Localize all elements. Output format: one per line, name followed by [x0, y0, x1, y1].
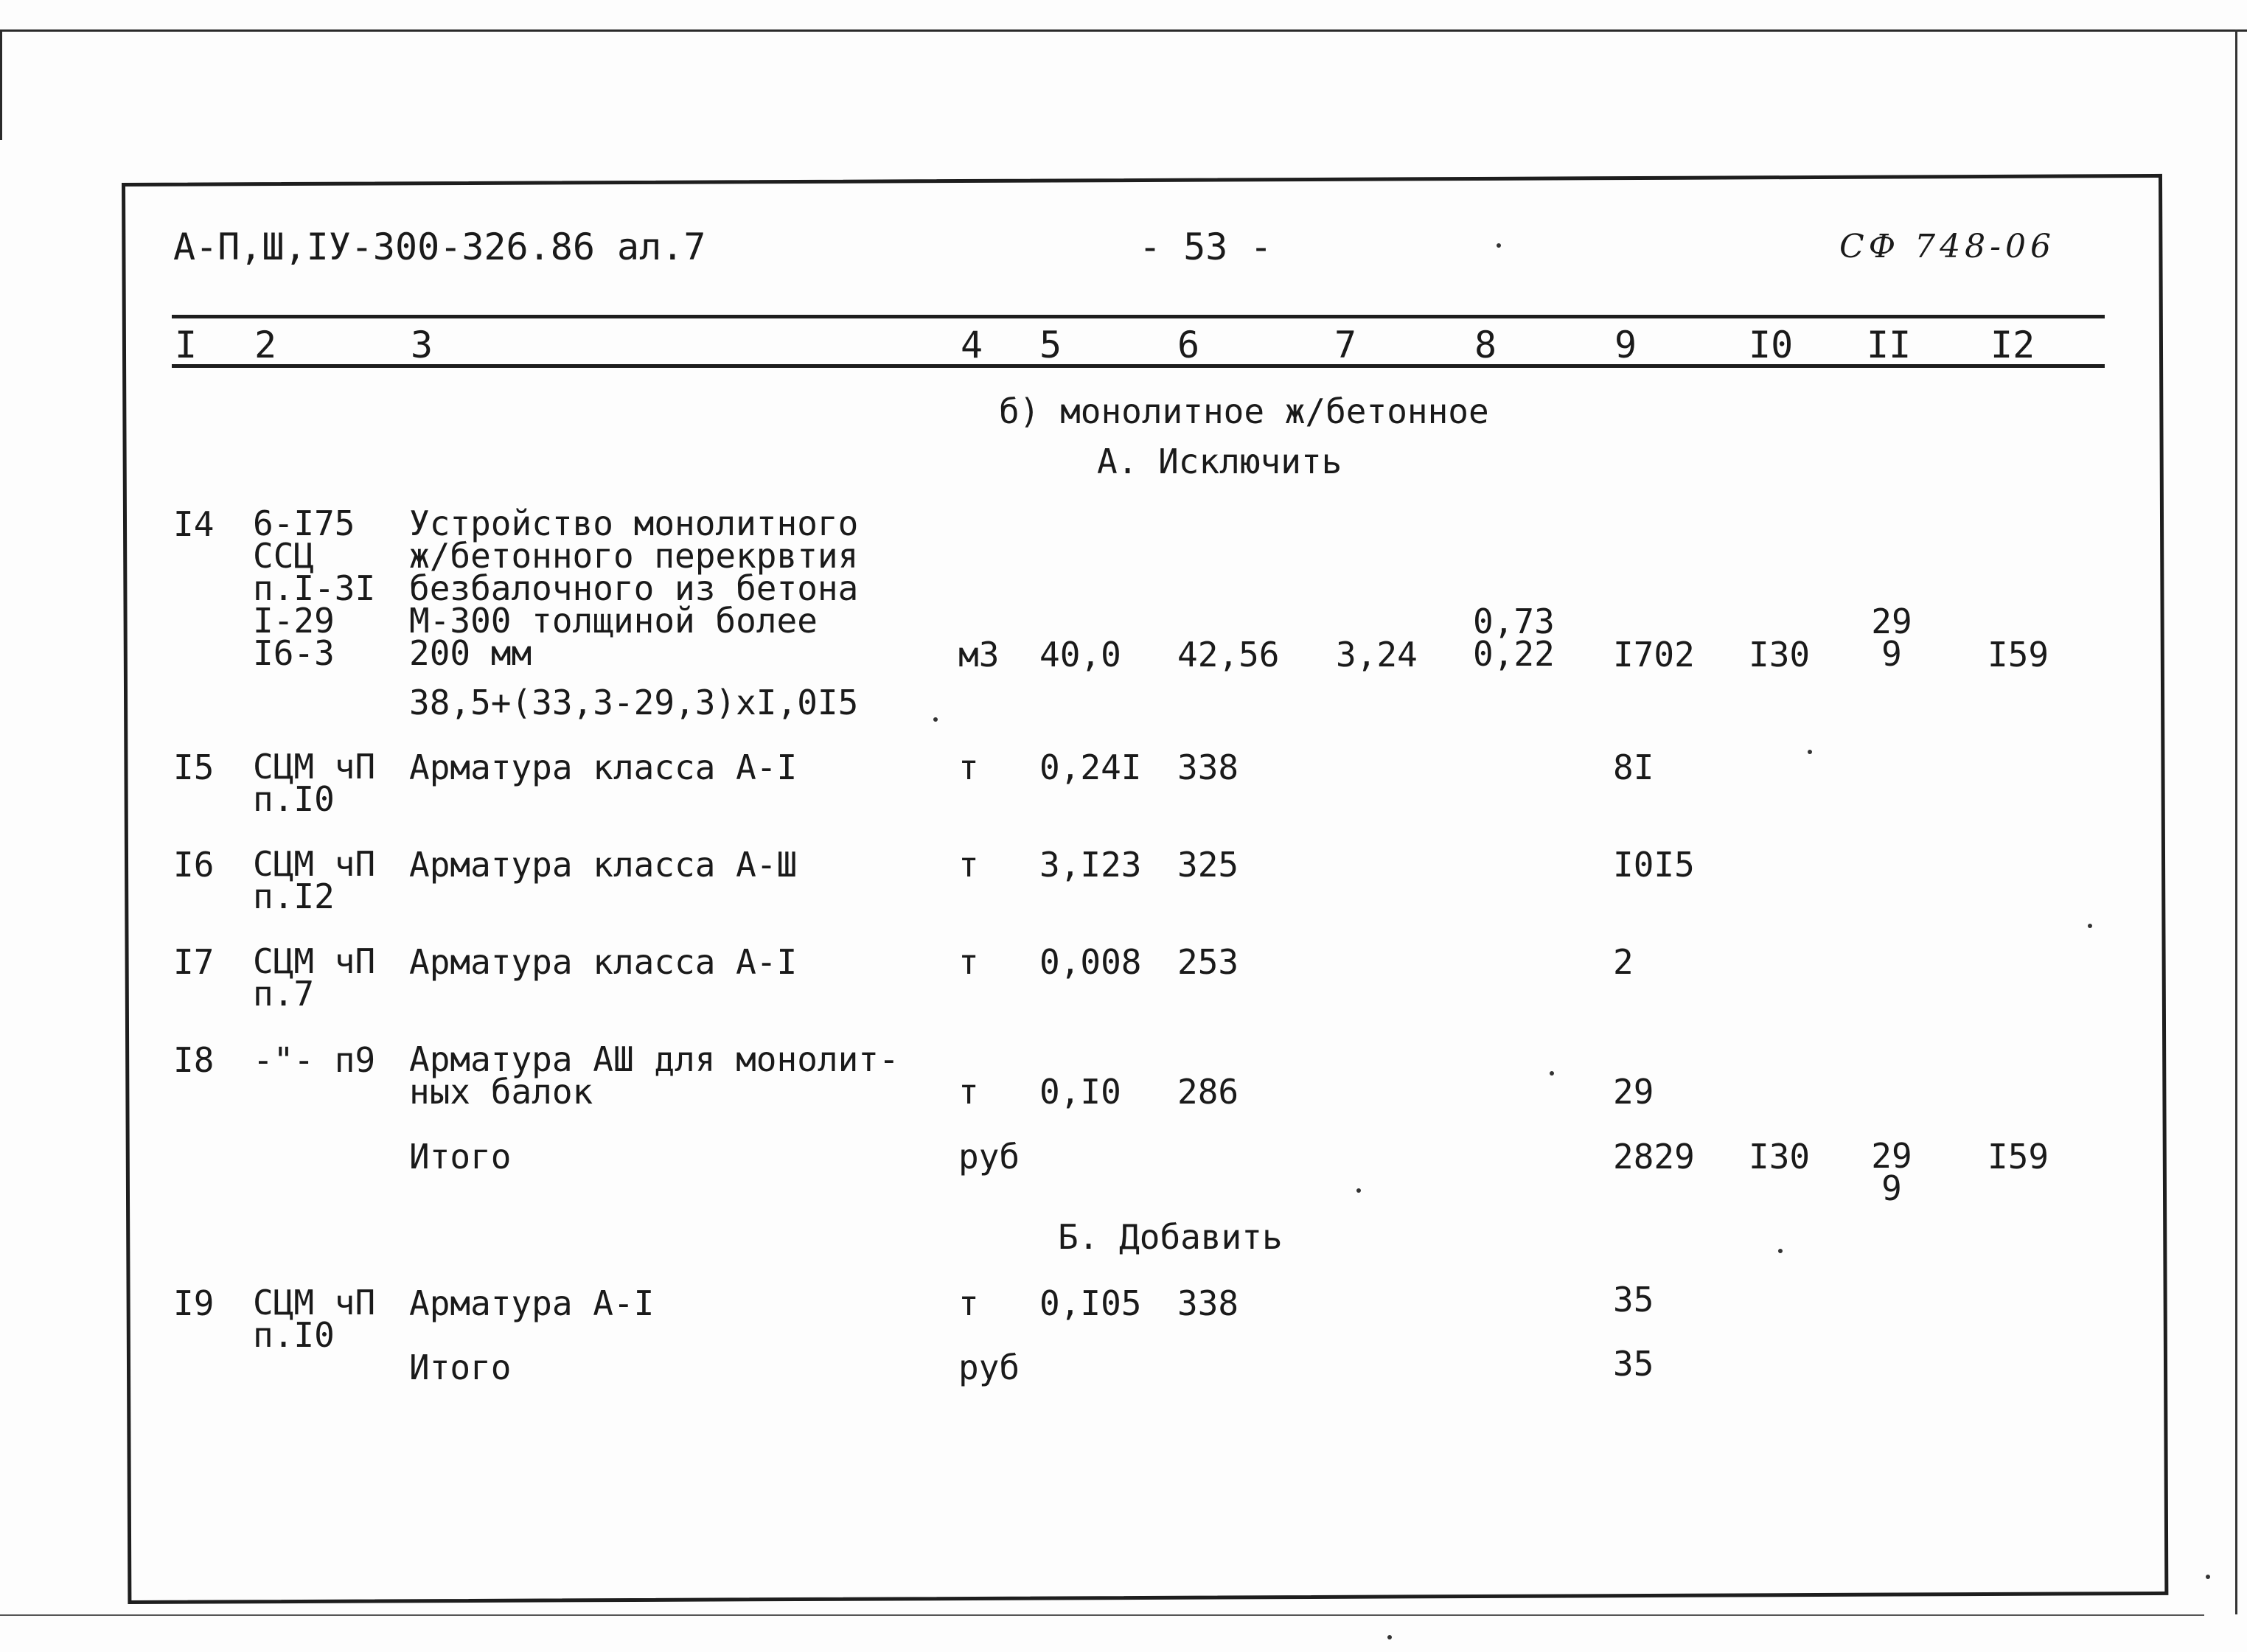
row-quantity: 0,I05	[1039, 1283, 1142, 1323]
part-a-title: А. Исключить	[1097, 442, 1342, 481]
row-code: -"- п9	[253, 1040, 376, 1080]
total-col10: I30	[1749, 1137, 1811, 1177]
total-col9: 35	[1613, 1344, 1654, 1384]
col-header-10: I0	[1749, 324, 1794, 366]
total-unit: руб	[958, 1137, 1020, 1177]
speck	[2088, 924, 2092, 928]
row-price: 325	[1177, 845, 1239, 885]
row-price: 338	[1177, 747, 1239, 787]
row-col10: I30	[1749, 635, 1811, 675]
row-col9: 29	[1613, 1072, 1654, 1112]
row-number: I6	[173, 845, 215, 885]
row-name: Арматура класса А-I	[409, 747, 798, 787]
page-number: - 53 -	[1139, 226, 1272, 268]
row-col7: 3,24	[1336, 635, 1418, 675]
row-name: Арматура А-I	[409, 1283, 655, 1323]
scan-edge-left	[0, 29, 2, 140]
speck	[1356, 1188, 1361, 1193]
col-header-7: 7	[1334, 324, 1357, 366]
speck	[1387, 1635, 1392, 1639]
total-label: Итого	[409, 1348, 512, 1387]
row-unit: т	[958, 845, 979, 885]
col-header-1: I	[175, 324, 198, 366]
section-title: б) монолитное ж/бетонное	[999, 391, 1489, 431]
col-header-3: 3	[411, 324, 433, 366]
row-quantity: 0,24I	[1039, 747, 1142, 787]
row-col9: I702	[1613, 635, 1695, 675]
row-quantity: 0,I0	[1039, 1072, 1121, 1112]
speck	[1497, 243, 1501, 248]
speck	[1778, 1249, 1783, 1253]
row-formula: 38,5+(33,3-29,3)хI,0I5	[409, 683, 859, 722]
document-code: А-П,Ш,IУ-300-326.86 ал.7	[173, 226, 706, 268]
row-code: 6-I75 ССЦ п.I-3I I-29 I6-3	[253, 503, 376, 673]
part-b-title: Б. Добавить	[1058, 1217, 1283, 1257]
row-code: СЦМ чП п.I0	[253, 1283, 376, 1355]
row-code: СЦМ чП п.7	[253, 941, 376, 1014]
row-col12: I59	[1988, 635, 2049, 675]
total-col11: 29 9	[1871, 1136, 1912, 1208]
row-col9: 8I	[1613, 747, 1654, 787]
row-number: I9	[173, 1283, 215, 1323]
row-quantity: 3,I23	[1039, 845, 1142, 885]
row-unit: т	[958, 1283, 979, 1323]
row-price: 253	[1177, 942, 1239, 982]
row-price: 286	[1177, 1072, 1239, 1112]
col-header-4: 4	[961, 324, 983, 366]
row-col9: I0I5	[1613, 845, 1695, 885]
speck	[933, 717, 938, 722]
speck	[2206, 1575, 2210, 1579]
row-col8: 0,73 0,22	[1473, 602, 1555, 674]
row-price: 338	[1177, 1283, 1239, 1323]
total-unit: руб	[958, 1348, 1020, 1387]
col-header-5: 5	[1039, 324, 1062, 366]
row-number: I5	[173, 747, 215, 787]
row-number: I7	[173, 942, 215, 982]
row-col9: 35	[1613, 1280, 1654, 1320]
row-unit: м3	[958, 635, 1000, 675]
header-bottom-rule	[172, 364, 2105, 368]
col-header-11: II	[1867, 324, 1912, 366]
row-number: I4	[173, 504, 215, 544]
row-col11: 29 9	[1871, 602, 1912, 674]
row-unit: т	[958, 942, 979, 982]
col-header-8: 8	[1474, 324, 1497, 366]
scan-edge-top	[0, 29, 2247, 32]
handwritten-stamp: СФ 748-06	[1839, 228, 2056, 265]
row-name: Арматура АШ для монолит- ных балок	[409, 1039, 899, 1112]
speck	[1808, 750, 1812, 754]
row-number: I8	[173, 1040, 215, 1080]
row-quantity: 40,0	[1039, 635, 1121, 675]
header-top-rule	[172, 315, 2105, 318]
scan-edge-bottom	[0, 1614, 2204, 1616]
page-frame	[122, 174, 2168, 1604]
row-code: СЦМ чП п.I0	[253, 747, 376, 819]
speck	[1550, 1071, 1554, 1076]
row-unit: т	[958, 1072, 979, 1112]
col-header-9: 9	[1614, 324, 1637, 366]
total-col12: I59	[1988, 1137, 2049, 1177]
row-price: 42,56	[1177, 635, 1280, 675]
row-name: Арматура класса А-I	[409, 942, 798, 982]
total-col9: 2829	[1613, 1137, 1695, 1177]
scan-edge-right	[2235, 29, 2237, 1614]
row-name: Арматура класса А-Ш	[409, 845, 798, 885]
total-label: Итого	[409, 1137, 512, 1177]
row-unit: т	[958, 747, 979, 787]
row-col9: 2	[1613, 942, 1634, 982]
row-quantity: 0,008	[1039, 942, 1142, 982]
col-header-2: 2	[254, 324, 277, 366]
row-code: СЦМ чП п.I2	[253, 844, 376, 916]
col-header-12: I2	[1990, 324, 2035, 366]
row-name: Устройство монолитного ж/бетонного перекрвтия безбалочного из бетона М-300 толщиной более 200 мм	[409, 503, 859, 673]
col-header-6: 6	[1177, 324, 1200, 366]
